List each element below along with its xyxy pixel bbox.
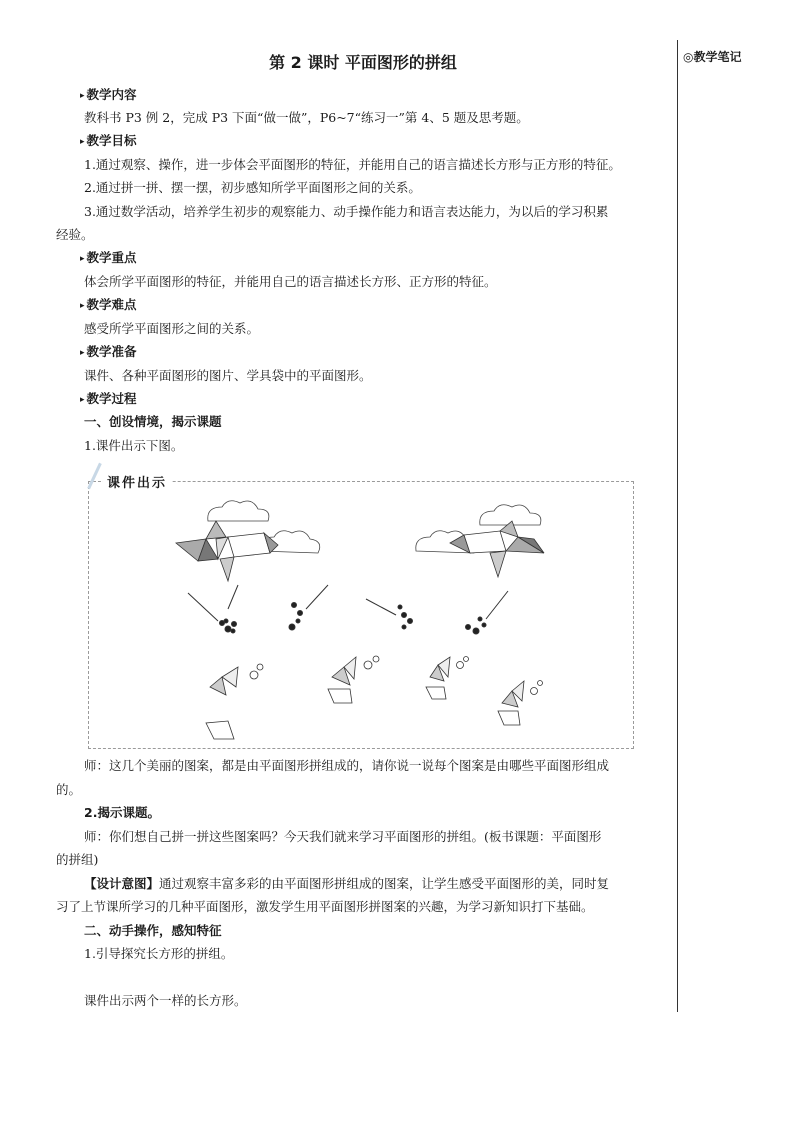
firework-2 <box>289 585 328 630</box>
section-heading-process: ▸ 教学过程 <box>80 391 137 409</box>
design-intent-label: 【设计意图】 <box>84 876 160 891</box>
key-text: 体会所学平面图形的特征，并能用自己的语言描述长方形、正方形的特征。 <box>84 274 497 289</box>
page-title: 第 2 课时 平面图形的拼组 <box>269 53 457 72</box>
notes-divider <box>677 40 678 1012</box>
firework-group <box>188 585 508 634</box>
tangram-patterns-illustration <box>88 481 632 747</box>
design-intent-text: 通过观察丰富多彩的由平面图形拼组成的图案，让学生感受平面图形的美，同时复 <box>159 876 610 891</box>
section-heading-goals: ▸ 教学目标 <box>80 133 137 151</box>
tangram-figure-1 <box>206 664 263 739</box>
firework-1 <box>188 585 238 633</box>
goal-3-line2: 经验。 <box>56 227 94 242</box>
tangram-plane-right <box>450 521 544 577</box>
goal-1: 1.通过观察、操作，进一步体会平面图形的特征，并能用自己的语言描述长方形与正方形的特征。 <box>84 157 621 172</box>
teaching-notes-label: ◎教学笔记 <box>683 50 742 64</box>
tangram-figure-3 <box>426 657 469 700</box>
section-heading-content: ▸ 教学内容 <box>80 87 137 105</box>
tangram-plane-left <box>176 521 278 581</box>
tangram-figure-2 <box>328 656 379 703</box>
design-intent-line2: 习了上节课所学习的几种平面图形，激发学生用平面图形拼图案的兴趣，为学习新知识打下基础。 <box>56 899 594 914</box>
teacher-question-line2: 的。 <box>56 782 82 797</box>
goal-2: 2.通过拼一拼、摆一摆，初步感知所学平面图形之间的关系。 <box>84 180 421 195</box>
design-intent-line1 <box>84 876 609 892</box>
section-heading-key: ▸ 教学重点 <box>80 250 137 268</box>
tangram-figure-4 <box>498 681 543 726</box>
tangram-figure-group <box>206 656 543 739</box>
teacher-question-line1: 师：这几个美丽的图案，都是由平面图形拼组成的，请你说一说每个图案是由哪些平面图形组成 <box>84 758 610 773</box>
step-2-text: 课件出示两个一样的长方形。 <box>84 993 247 1008</box>
courseware-label: 课件出示 <box>103 472 171 491</box>
teacher-intro-line1: 师：你们想自己拼一拼这些图案吗？今天我们就来学习平面图形的拼组。(板书课题：平面图形 <box>84 829 602 844</box>
section-heading-preparation: ▸ 教学准备 <box>80 344 137 362</box>
difficulty-text: 感受所学平面图形之间的关系。 <box>84 321 260 336</box>
step-1-heading: 一、创设情境，揭示课题 <box>84 414 222 429</box>
step-1-item-1: 1.课件出示下图。 <box>84 438 184 453</box>
content-text: 教科书 P3 例 2，完成 P3 下面“做一做”，P6~7“练习一”第 4、5 题及思考题。 <box>84 110 529 125</box>
step-1-item-2: 2.揭示课题。 <box>84 805 160 820</box>
firework-3 <box>366 599 413 629</box>
cloud-1 <box>208 501 269 521</box>
firework-4 <box>466 591 509 634</box>
step-2-heading: 二、动手操作，感知特征 <box>84 923 222 938</box>
preparation-text: 课件、各种平面图形的图片、学具袋中的平面图形。 <box>84 368 372 383</box>
teacher-intro-line2: 的拼组) <box>56 852 99 867</box>
goal-3-line1: 3.通过数学活动，培养学生初步的观察能力、动手操作能力和语言表达能力，为以后的学习积累 <box>84 204 609 219</box>
section-heading-difficulty: ▸ 教学难点 <box>80 297 137 315</box>
step-2-item-1: 1.引导探究长方形的拼组。 <box>84 946 234 961</box>
